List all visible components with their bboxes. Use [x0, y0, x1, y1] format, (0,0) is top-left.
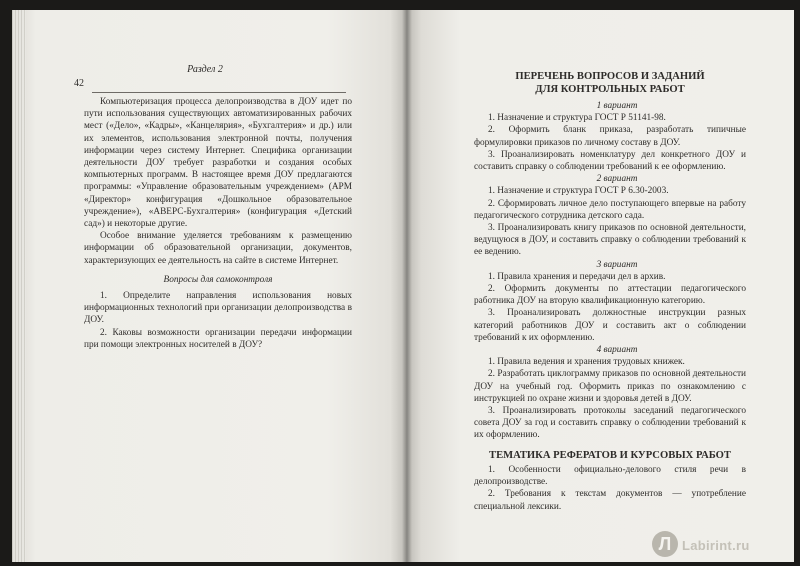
variant-title: 1 вариант	[596, 101, 638, 111]
task-item: 2. Оформить бланк приказа, разработать типичные формулировки приказов по личному составу в ДОУ.	[474, 125, 746, 148]
task-item: 2. Разработать циклограмму приказов по основной деятельности ДОУ на учебный год. Оформить приказ по ознакомлению с инструкцией по охране жизни и здоровья детей в ДОУ.	[474, 369, 746, 404]
page-edges	[12, 10, 26, 562]
topics-heading: ТЕМАТИКА РЕФЕРАТОВ И КУРСОВЫХ РАБОТ	[489, 449, 731, 461]
paragraph: Компьютеризация процесса делопроизводства в ДОУ идет по пути использования существующих автоматизированных рабочих мест («Дело», «Кадры», «Канцелярия», «Бухгалтерия» и др.) или их элементов, использования электронной почты, получения информации через систему Интернет. Специфика организации деятельности ДОУ требует разработки и создания особых компьютерных программ. В настоящее время ДОУ предлагаются программы: «Управление образовательным учреждением» (АРМ «Директор» конфигурация «Дошкольное образовательное учреждение»), «АВЕРС-Бухгалтерия» (конфигурация «Детский сад») и некоторые другие.	[84, 97, 352, 230]
task-item: 1. Правила хранения и передачи дел в архив.	[488, 271, 666, 282]
variant-title: 2 вариант	[596, 174, 638, 185]
task-item: 1. Назначение и структура ГОСТ Р 51141-98.	[488, 113, 666, 124]
labirint-logo-icon: Л	[652, 531, 678, 557]
left-page-text	[84, 96, 352, 351]
questions-heading: Вопросы для самоконтроля	[163, 274, 273, 285]
topic-item: 2. Требования к текстам документов — употребление специальной лексики.	[474, 489, 746, 512]
variant-title: 4 вариант	[596, 345, 638, 356]
task-item: 1. Правила ведения и хранения трудовых книжек.	[488, 357, 685, 368]
task-item: 2. Оформить документы по аттестации педагогического работника ДОУ на вторую квалификационную категорию.	[474, 284, 746, 307]
task-item: 3. Проанализировать должностные инструкции разных категорий работников ДОУ и составить акт о соблюдении требований к их оформлению.	[474, 308, 746, 343]
task-item: 3. Проанализировать номенклатуру дел конкретного ДОУ и составить справку о соблюдении требований к ее оформлению.	[474, 149, 746, 173]
variant-title: 3 вариант	[596, 259, 638, 270]
heading-line: ДЛЯ КОНТРОЛЬНЫХ РАБОТ	[535, 84, 685, 95]
page-number: 42	[74, 78, 84, 89]
right-page-text	[474, 70, 746, 513]
task-item: 2. Сформировать личное дело поступающего впервые на работу педагогического сотрудника детского сада.	[474, 198, 746, 221]
book-gutter	[402, 10, 412, 562]
header-rule	[92, 92, 346, 93]
topic-item: 1. Особенности официально-делового стиля речи в делопроизводстве.	[474, 464, 746, 488]
task-item: 3. Проанализировать протоколы заседаний педагогического совета ДОУ за год и составить справку о соблюдении требований к их оформлению.	[474, 406, 746, 441]
paragraph: Особое внимание уделяется требованиям к размещению информации об образовательной организации, документов, характеризующих ее деятельность на сайте в системе Интернет.	[84, 231, 352, 266]
task-item: 1. Назначение и структура ГОСТ Р 6.30-2003.	[488, 186, 669, 197]
running-head: Раздел 2	[187, 64, 223, 75]
question-item: 1. Определите направления использования новых информационных технологий при организации делопроизводства в ДОУ.	[84, 291, 352, 326]
heading-line: ПЕРЕЧЕНЬ ВОПРОСОВ И ЗАДАНИЙ	[515, 71, 705, 82]
task-item: 3. Проанализировать книгу приказов по основной деятельности, ведущуюся в ДОУ, и составить справку о соблюдении требований к ее ведению.	[474, 223, 746, 258]
watermark-text: Labirint.ru	[682, 538, 750, 553]
question-item: 2. Каковы возможности организации передачи информации при помощи электронных носителей в ДОУ?	[84, 327, 352, 350]
section-heading	[474, 70, 746, 96]
